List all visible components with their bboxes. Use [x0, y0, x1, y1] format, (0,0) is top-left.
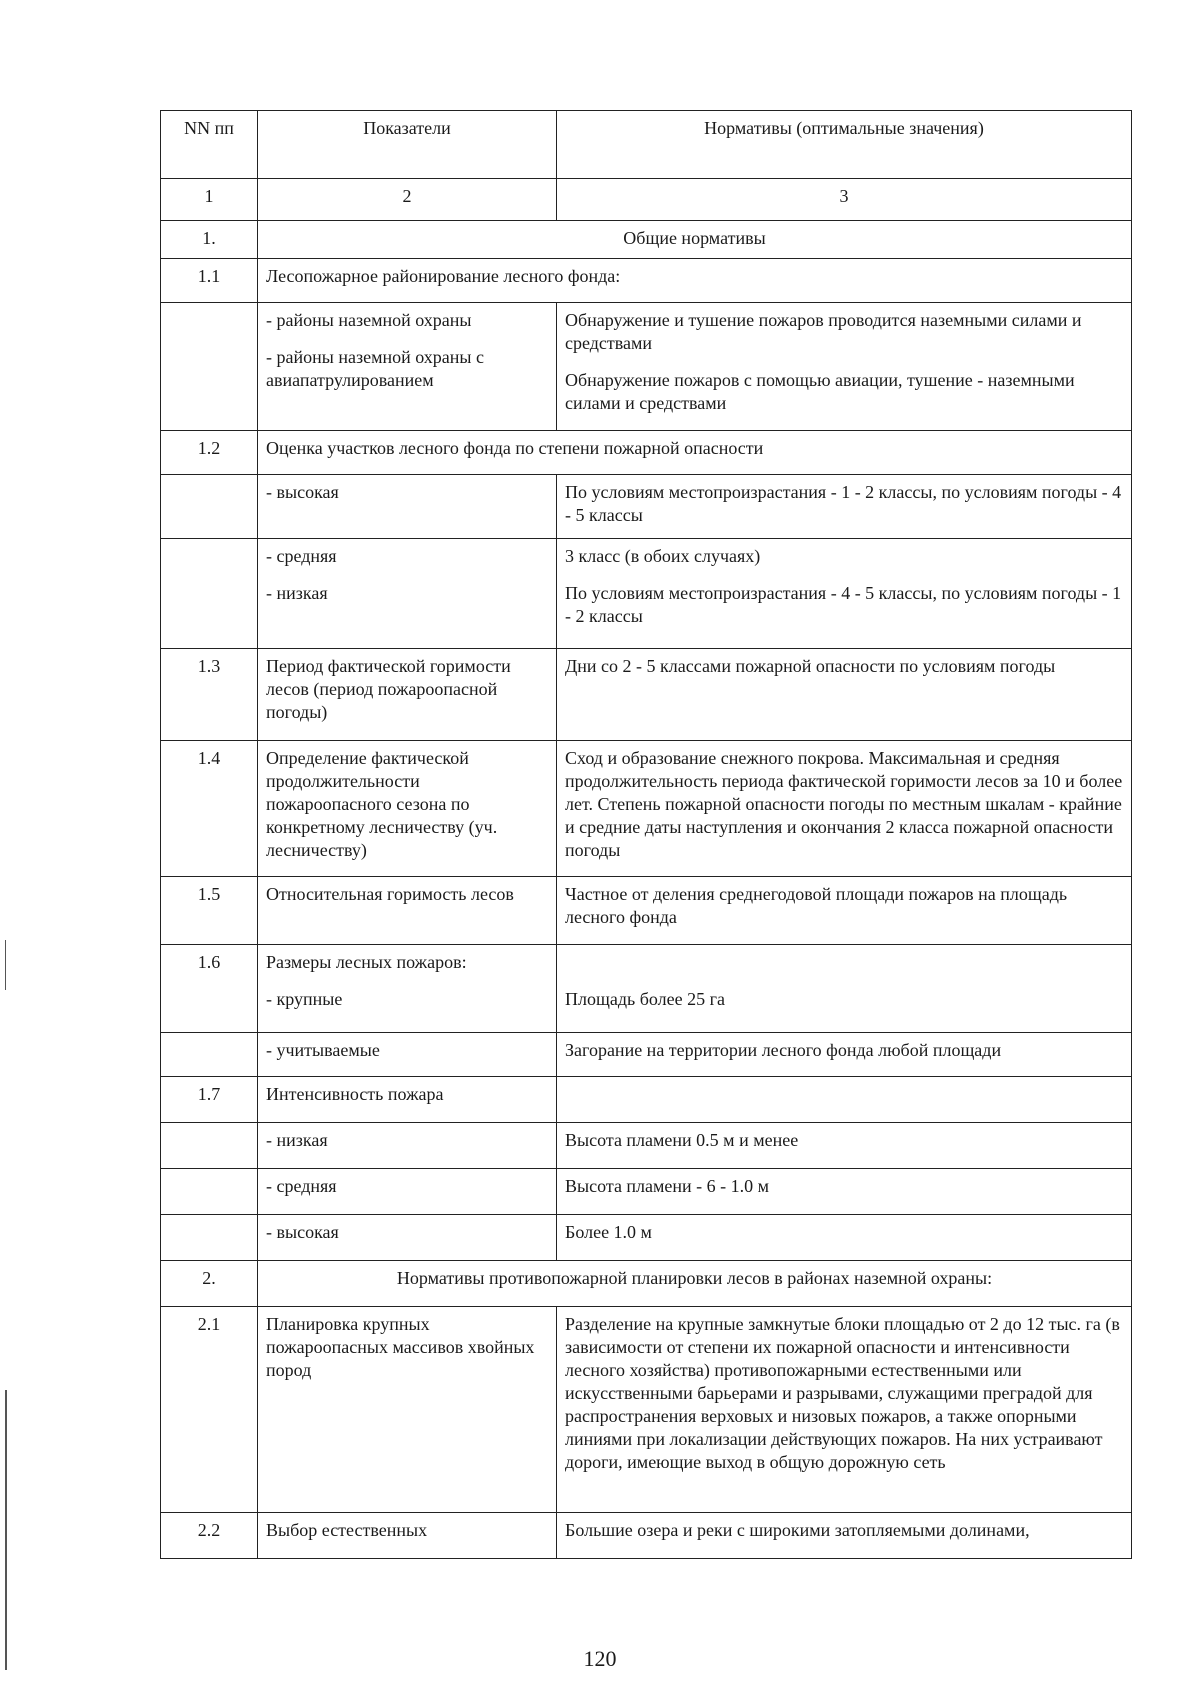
row-1-7	[161, 1077, 1132, 1123]
indicator-text: Интенсивность пожара	[258, 1077, 557, 1123]
norm-text: Обнаружение и тушение пожаров проводится наземными силами и средствами	[565, 310, 1082, 353]
norm-text: Частное от деления среднегодовой площади пожаров на площадь лесного фонда	[557, 877, 1132, 945]
row-1-7-high	[161, 1215, 1132, 1261]
row-2-1	[161, 1307, 1132, 1513]
row-num: 1.1	[161, 259, 258, 303]
row-text: Лесопожарное районирование лесного фонда:	[258, 259, 1132, 303]
fire-norms-table	[160, 110, 1132, 1559]
norm-text: Разделение на крупные замкнутые блоки площадью от 2 до 12 тыс. га (в зависимости от степени их пожарной опасности и интенсивности лесного хозяйства) противопожарными естественными или искусственными барьерами и разрывами, служащими преградой для распространения верховых и низовых пожаров, а также опорными линиями при локализации действующих пожаров. На них устраивают дороги, имеющие выход в общую дорожную сеть	[557, 1307, 1132, 1513]
section-title: Общие нормативы	[258, 221, 1132, 259]
row-num: 1.5	[161, 877, 258, 945]
indicator-text: - средняя	[258, 1169, 557, 1215]
section-1-row	[161, 221, 1132, 259]
indicator-text: - средняя	[266, 546, 337, 566]
indicator-text: - районы наземной охраны с авиапатрулированием	[266, 347, 484, 390]
norm-text: Большие озера и реки с широкими затопляемыми долинами,	[557, 1513, 1132, 1559]
header-indicator: Показатели	[258, 111, 557, 179]
norm-cell	[557, 539, 1132, 649]
row-1-2	[161, 431, 1132, 475]
indicator-cell	[258, 539, 557, 649]
row-num: 1.	[161, 221, 258, 259]
indicator-text: Период фактической горимости лесов (период пожароопасной погоды)	[258, 649, 557, 741]
indicator-text: - учитываемые	[258, 1033, 557, 1077]
row-1-6-counted	[161, 1033, 1132, 1077]
column-number-row	[161, 179, 1132, 221]
indicator-cell	[258, 945, 557, 1033]
header-norms: Нормативы (оптимальные значения)	[557, 111, 1132, 179]
indicator-text: Планировка крупных пожароопасных массивов хвойных пород	[258, 1307, 557, 1513]
row-1-1	[161, 259, 1132, 303]
row-num: 1.3	[161, 649, 258, 741]
norm-text: Высота пламени - 6 - 1.0 м	[557, 1169, 1132, 1215]
row-1-7-mid	[161, 1169, 1132, 1215]
colnum-2: 2	[258, 179, 557, 221]
row-2-2	[161, 1513, 1132, 1559]
row-num: 1.6	[161, 945, 258, 1033]
norm-text: Загорание на территории лесного фонда любой площади	[557, 1033, 1132, 1077]
row-num: 2.1	[161, 1307, 258, 1513]
indicator-text: Размеры лесных пожаров:	[266, 952, 467, 972]
scan-edge-line	[5, 940, 6, 990]
row-num: 1.7	[161, 1077, 258, 1123]
row-1-2-high	[161, 475, 1132, 539]
indicator-text: - низкая	[258, 1123, 557, 1169]
row-num: 1.2	[161, 431, 258, 475]
norm-cell	[557, 945, 1132, 1033]
section-title: Нормативы противопожарной планировки лесов в районах наземной охраны:	[258, 1261, 1132, 1307]
section-2-row	[161, 1261, 1132, 1307]
row-1-3	[161, 649, 1132, 741]
indicator-text: Определение фактической продолжительности пожароопасного сезона по конкретному лесничеству (уч. лесничеству)	[258, 741, 557, 877]
norm-text: Более 1.0 м	[557, 1215, 1132, 1261]
header-num: NN пп	[161, 111, 258, 179]
indicator-text: Относительная горимость лесов	[258, 877, 557, 945]
indicator-text: Выбор естественных	[258, 1513, 557, 1559]
row-num: 2.	[161, 1261, 258, 1307]
indicator-text: - районы наземной охраны	[266, 310, 472, 330]
row-1-7-low	[161, 1123, 1132, 1169]
norm-text: Высота пламени 0.5 м и менее	[557, 1123, 1132, 1169]
indicator-text: - высокая	[258, 1215, 557, 1261]
norm-text: По условиям местопроизрастания - 4 - 5 классы, по условиям погоды - 1 - 2 классы	[565, 583, 1122, 626]
colnum-3: 3	[557, 179, 1132, 221]
colnum-1: 1	[161, 179, 258, 221]
page-number: 120	[583, 1646, 617, 1671]
row-num: 1.4	[161, 741, 258, 877]
norm-cell	[557, 303, 1132, 431]
row-1-1-sub	[161, 303, 1132, 431]
indicator-text: - высокая	[258, 475, 557, 539]
norm-text: Обнаружение пожаров с помощью авиации, тушение - наземными силами и средствами	[565, 370, 1075, 413]
indicator-text: - низкая	[266, 583, 328, 603]
header-row	[161, 111, 1132, 179]
norm-text: Сход и образование снежного покрова. Максимальная и средняя продолжительность периода фактической горимости лесов за 10 и более лет. Степень пожарной опасности погоды по местным шкалам - крайние и средние даты наступления и окончания 2 класса пожарной опасности погоды	[557, 741, 1132, 877]
indicator-text: - крупные	[266, 989, 343, 1009]
row-text: Оценка участков лесного фонда по степени пожарной опасности	[258, 431, 1132, 475]
row-1-6	[161, 945, 1132, 1033]
row-1-2-mid-low	[161, 539, 1132, 649]
norm-text: Дни со 2 - 5 классами пожарной опасности по условиям погоды	[557, 649, 1132, 741]
row-1-5	[161, 877, 1132, 945]
scan-edge-line	[5, 1390, 7, 1670]
norm-text: По условиям местопроизрастания - 1 - 2 классы, по условиям погоды - 4 - 5 классы	[557, 475, 1132, 539]
row-1-4	[161, 741, 1132, 877]
row-num: 2.2	[161, 1513, 258, 1559]
indicator-cell	[258, 303, 557, 431]
norm-text: 3 класс (в обоих случаях)	[565, 546, 761, 566]
norm-text: Площадь более 25 га	[565, 989, 725, 1009]
